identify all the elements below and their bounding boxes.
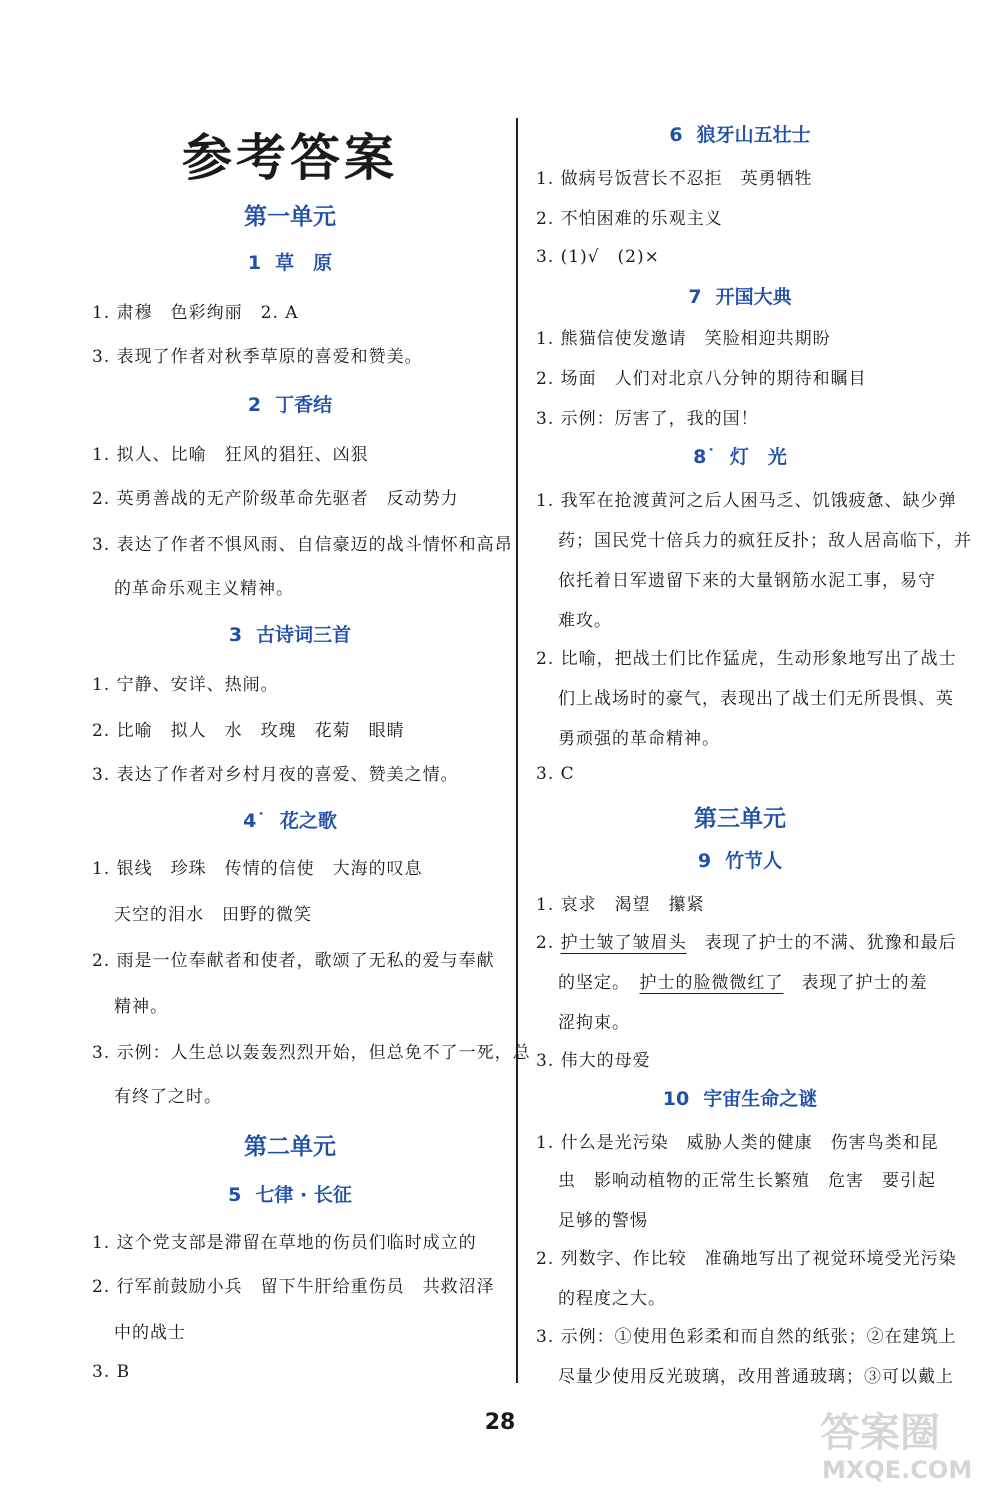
answer-line: 2. 列数字、作比较 准确地写出了视觉环境受光污染 [536,1249,957,1269]
answer-line: 3. C [536,764,575,784]
answer-line: 药；国民党十倍兵力的疯狂反扑；敌人居高临下，并 [558,531,972,551]
underlined-phrase: 护士的脸微微红了 [639,973,784,993]
answer-line: 3. 表达了作者不惧风雨、自信豪迈的战斗情怀和高昂 [92,535,513,555]
answer-line: 1. 什么是光污染 威胁人类的健康 伤害鸟类和昆 [536,1133,939,1153]
answer-line: 3. 表现了作者对秋季草原的喜爱和赞美。 [92,347,423,367]
answer-line: 1. 拟人、比喻 狂风的猖狂、凶狠 [92,445,369,465]
answer-line: 1. 宁静、安详、热闹。 [92,675,279,695]
answer-line: 天空的泪水 田野的微笑 [114,905,312,925]
lesson-heading-2: 2 丁香结 [247,394,333,416]
unit-heading-2: 第二单元 [244,1134,336,1160]
answer-line: 涩拘束。 [558,1013,630,1033]
watermark-text: 答案圈 [820,1410,940,1456]
answer-line: 3. 伟大的母爱 [536,1051,651,1071]
lesson-heading-6: 6 狼牙山五壮士 [669,124,811,146]
answer-line: 1. 我军在抢渡黄河之后人困马乏、饥饿疲惫、缺少弹 [536,491,957,511]
answer-line: 2. 护士皱了皱眉头 表现了护士的不满、犹豫和最后 [536,933,957,953]
unit-heading-3: 第三单元 [694,806,786,832]
answer-line: 3. 示例：①使用色彩柔和而自然的纸张；②在建筑上 [536,1327,957,1347]
page-title: 参考答案 [182,129,398,187]
watermark-logo [812,1400,987,1485]
unit-heading-1: 第一单元 [244,204,336,230]
answer-line: 1. 哀求 渴望 攥紧 [536,895,705,915]
answer-line: 2. 不怕困难的乐观主义 [536,209,723,229]
watermark-url: MXQE.COM [822,1456,973,1484]
answer-line: 2. 行军前鼓励小兵 留下牛肝给重伤员 共救沼泽 [92,1277,495,1297]
answer-line: 的程度之大。 [558,1289,666,1309]
lesson-heading-10: 10 宇宙生命之谜 [662,1088,818,1110]
answer-line: 2. 英勇善战的无产阶级革命先驱者 反动势力 [92,489,459,509]
answer-line: 尽量少使用反光玻璃，改用普通玻璃；③可以戴上 [558,1367,954,1387]
answer-line: 1. 银线 珍珠 传情的信使 大海的叹息 [92,859,423,879]
lesson-heading-9: 9 竹节人 [697,850,783,872]
lesson-heading-1: 1 草 原 [247,252,333,274]
answer-line: 勇顽强的革命精神。 [558,729,720,749]
answer-line: 2. 场面 人们对北京八分钟的期待和瞩目 [536,369,867,389]
lesson-heading-3: 3 古诗词三首 [228,624,352,646]
answer-line: 们上战场时的豪气，表现出了战士们无所畏惧、英 [558,689,954,709]
page-number: 28 [484,1410,516,1435]
lesson-heading-5: 5 七律 · 长征 [228,1184,352,1206]
lesson-heading-8: 8˙ 灯 光 [693,446,787,468]
column-divider [516,118,518,1383]
answer-line: 1. 肃穆 色彩绚丽 2. A [92,303,299,323]
answer-line: 3. (1)√ (2)× [536,247,660,267]
answer-line: 1. 熊猫信使发邀请 笑脸相迎共期盼 [536,329,831,349]
answer-line: 3. B [92,1362,131,1382]
answer-line: 3. 示例：厉害了，我的国！ [536,409,759,429]
answer-line: 的革命乐观主义精神。 [114,579,294,599]
answer-line: 有终了之时。 [114,1087,222,1107]
answer-line: 难攻。 [558,611,612,631]
answer-line: 2. 比喻，把战士们比作猛虎，生动形象地写出了战士 [536,649,957,669]
answer-line: 2. 雨是一位奉献者和使者，歌颂了无私的爱与奉献 [92,951,495,971]
answer-line: 1. 做病号饭营长不忍拒 英勇牺牲 [536,169,813,189]
lesson-heading-4: 4˙ 花之歌 [243,810,337,832]
answer-line: 精神。 [114,997,168,1017]
answer-line: 3. 示例：人生总以轰轰烈烈开始，但总免不了一死，总 [92,1043,531,1063]
lesson-heading-7: 7 开国大典 [688,286,792,308]
answer-line: 的坚定。 护士的脸微微红了 表现了护士的羞 [558,973,928,993]
answer-line: 2. 比喻 拟人 水 玫瑰 花菊 眼睛 [92,721,405,741]
answer-line: 3. 表达了作者对乡村月夜的喜爱、赞美之情。 [92,765,459,785]
answer-line: 1. 这个党支部是滞留在草地的伤员们临时成立的 [92,1233,477,1253]
underlined-phrase: 护士皱了皱眉头 [560,933,687,953]
answer-line: 虫 影响动植物的正常生长繁殖 危害 要引起 [558,1171,936,1191]
answer-line: 依托着日军遗留下来的大量钢筋水泥工事，易守 [558,571,936,591]
answer-line: 足够的警惕 [558,1211,648,1231]
answer-line: 中的战士 [114,1323,186,1343]
